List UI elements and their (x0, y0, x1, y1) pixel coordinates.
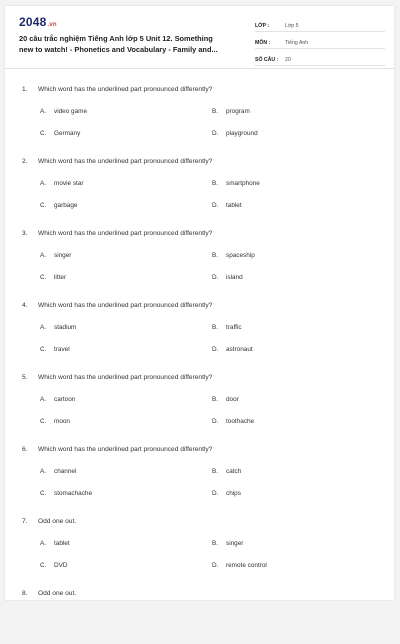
answer-option[interactable] (40, 468, 76, 475)
option-text: chips (226, 490, 241, 497)
question-text: Odd one out. (38, 590, 77, 597)
meta-label: LỚP : (255, 22, 270, 29)
option-letter: D. (212, 346, 219, 353)
option-letter: A. (40, 180, 47, 187)
site-logo[interactable] (19, 15, 57, 29)
answer-option[interactable] (40, 274, 66, 281)
answer-option[interactable] (212, 324, 242, 331)
question-list (5, 68, 394, 644)
option-letter: B. (212, 108, 219, 115)
answer-option[interactable] (40, 562, 68, 569)
option-letter: B. (212, 468, 219, 475)
option-letter: B. (212, 396, 219, 403)
document-title: 20 câu trắc nghiệm Tiếng Anh lớp 5 Unit 12. Something new to watch! - Phonetics and Vocabulary - Family and... (19, 34, 218, 54)
option-text: smartphone (226, 180, 260, 187)
answer-option[interactable] (212, 346, 253, 353)
option-letter: B. (212, 252, 219, 259)
meta-panel (255, 16, 385, 67)
answer-option[interactable] (40, 252, 71, 259)
question-prompt (22, 302, 212, 309)
option-letter: A. (40, 108, 47, 115)
answer-option[interactable] (40, 324, 76, 331)
answer-option[interactable] (212, 130, 258, 137)
meta-row-grade (255, 16, 385, 32)
question-text: Which word has the underlined part pronounced differently? (38, 446, 213, 453)
option-letter: D. (212, 562, 219, 569)
option-text: traffic (226, 324, 242, 331)
question-number: 7. (22, 518, 28, 525)
option-text: channel (54, 468, 77, 475)
meta-value: 20 (285, 56, 291, 63)
option-text: remote control (226, 562, 267, 569)
option-letter: C. (40, 274, 47, 281)
option-letter: D. (212, 202, 219, 209)
option-letter: B. (212, 540, 219, 547)
answer-option[interactable] (40, 418, 70, 425)
question-prompt (22, 86, 212, 93)
question-text: Which word has the underlined part pronounced differently? (38, 86, 213, 93)
question-prompt (22, 374, 212, 381)
question-text: Which word has the underlined part pronounced differently? (38, 230, 213, 237)
question-text: Which word has the underlined part pronounced differently? (38, 158, 213, 165)
logo-domain: .vn (47, 22, 57, 28)
answer-option[interactable] (212, 562, 267, 569)
option-letter: B. (212, 324, 219, 331)
question-item (5, 212, 394, 284)
option-letter: C. (40, 346, 47, 353)
meta-row-subject (255, 33, 385, 49)
option-letter: B. (212, 180, 219, 187)
answer-option[interactable] (40, 490, 92, 497)
answer-option[interactable] (40, 202, 77, 209)
option-text: garbage (54, 202, 78, 209)
meta-label: SỐ CÂU : (255, 56, 279, 63)
question-text: Odd one out. (38, 518, 77, 525)
option-text: spaceship (226, 252, 255, 259)
answer-option[interactable] (40, 346, 70, 353)
answer-option[interactable] (212, 490, 241, 497)
answer-option[interactable] (40, 540, 70, 547)
option-letter: D. (212, 130, 219, 137)
question-item (5, 428, 394, 500)
question-number: 8. (22, 590, 28, 597)
option-text: movie star (54, 180, 84, 187)
logo-main: 2048 (19, 15, 47, 29)
worksheet-page (5, 6, 394, 600)
option-letter: A. (40, 540, 47, 547)
option-text: stadium (54, 324, 77, 331)
option-letter: A. (40, 396, 47, 403)
question-text: Which word has the underlined part pronounced differently? (38, 302, 213, 309)
question-item (5, 68, 394, 140)
option-letter: C. (40, 202, 47, 209)
question-prompt (22, 230, 212, 237)
question-item (5, 500, 394, 572)
option-text: singer (54, 252, 72, 259)
option-letter: C. (40, 130, 47, 137)
question-number: 5. (22, 374, 28, 381)
question-text: Which word has the underlined part pronounced differently? (38, 374, 213, 381)
question-item (5, 356, 394, 428)
meta-row-count (255, 50, 385, 66)
question-item (5, 140, 394, 212)
answer-option[interactable] (212, 418, 254, 425)
option-letter: D. (212, 274, 219, 281)
question-number: 4. (22, 302, 28, 309)
option-text: program (226, 108, 250, 115)
question-prompt (22, 158, 212, 165)
option-text: cartoon (54, 396, 76, 403)
answer-option[interactable] (212, 468, 241, 475)
answer-option[interactable] (40, 108, 87, 115)
option-text: stomachache (54, 490, 93, 497)
option-text: video game (54, 108, 88, 115)
question-item (5, 284, 394, 356)
option-text: litter (54, 274, 67, 281)
option-text: travel (54, 346, 70, 353)
answer-option[interactable] (40, 130, 80, 137)
option-text: island (226, 274, 243, 281)
question-prompt (22, 518, 76, 525)
option-letter: A. (40, 324, 47, 331)
question-item (5, 572, 394, 644)
option-text: astronaut (226, 346, 253, 353)
meta-label: MÔN : (255, 39, 271, 46)
question-number: 1. (22, 86, 28, 93)
option-text: tablet (226, 202, 242, 209)
option-text: door (226, 396, 239, 403)
option-letter: A. (40, 468, 47, 475)
worksheet-header (5, 6, 394, 69)
option-text: playground (226, 130, 258, 137)
question-number: 6. (22, 446, 28, 453)
question-number: 3. (22, 230, 28, 237)
answer-option[interactable] (212, 252, 255, 259)
answer-option[interactable] (212, 396, 239, 403)
answer-option[interactable] (212, 180, 260, 187)
option-text: singer (226, 540, 244, 547)
answer-option[interactable] (212, 202, 242, 209)
option-text: toothache (226, 418, 255, 425)
question-prompt (22, 590, 76, 597)
option-letter: D. (212, 490, 219, 497)
answer-option[interactable] (40, 396, 75, 403)
answer-option[interactable] (212, 274, 243, 281)
option-text: DVD (54, 562, 68, 569)
question-number: 2. (22, 158, 28, 165)
option-text: catch (226, 468, 242, 475)
option-letter: C. (40, 490, 47, 497)
option-text: moon (54, 418, 70, 425)
answer-option[interactable] (212, 540, 243, 547)
answer-option[interactable] (212, 108, 250, 115)
question-prompt (22, 446, 212, 453)
meta-value: Tiếng Anh (285, 39, 309, 46)
option-letter: C. (40, 562, 47, 569)
answer-option[interactable] (40, 180, 83, 187)
option-text: Germany (54, 130, 81, 137)
option-letter: C. (40, 418, 47, 425)
option-text: tablet (54, 540, 70, 547)
option-letter: D. (212, 418, 219, 425)
option-letter: A. (40, 252, 47, 259)
meta-value: Lớp 5 (285, 22, 299, 29)
